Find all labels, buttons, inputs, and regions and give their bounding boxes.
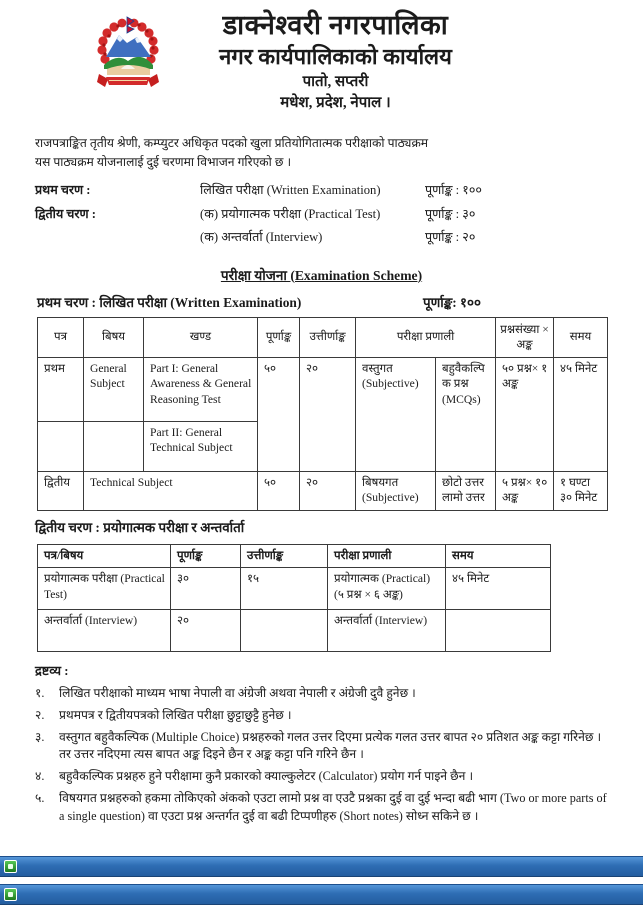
full-marks-cell: ५० xyxy=(258,471,300,510)
system-format-cell: छोटो उत्तर लामो उत्तर xyxy=(436,471,496,510)
stage1-total-marks: पूर्णाङ्क: १०० xyxy=(423,294,481,310)
note-text: लिखित परीक्षाको माध्यम भाषा नेपाली वा अंग्रेजी अथवा नेपाली र अंग्रेजी दुवै हुनेछ । xyxy=(59,685,416,700)
stage-label xyxy=(35,226,200,250)
col-time: समय xyxy=(554,317,608,357)
note-number: ४. xyxy=(35,769,45,783)
minimized-window-bar-1[interactable] xyxy=(0,856,643,877)
stage1-heading: प्रथम चरण : लिखित परीक्षा (Written Examination) xyxy=(37,294,302,310)
full-marks-cell: ३० xyxy=(171,568,241,610)
time-cell xyxy=(446,610,551,652)
note-item-4 xyxy=(35,768,613,786)
address-line2: मधेश, प्रदेश, नेपाल । xyxy=(280,95,391,111)
col-pass-marks: उत्तीर्णाङ्क xyxy=(300,317,356,357)
notes-section xyxy=(35,662,613,825)
green-app-icon xyxy=(4,888,17,901)
subject-cell-empty xyxy=(84,421,144,471)
system-type-cell: बिषयगत (Subjective) xyxy=(356,471,436,510)
subject-cell: Technical Subject xyxy=(84,471,258,510)
stage-row-interview xyxy=(35,226,610,250)
col-exam-system: परीक्षा प्रणाली xyxy=(356,317,496,357)
pass-marks-cell: १५ xyxy=(241,568,328,610)
written-exam-table xyxy=(37,317,608,511)
stage-row-first xyxy=(35,179,610,203)
pass-marks-cell xyxy=(241,610,328,652)
col-paper: पत्र xyxy=(38,317,84,357)
full-marks-cell: ५० xyxy=(258,357,300,471)
note-text: प्रथमपत्र र द्वितीयपत्रको लिखित परीक्षा छुट्टाछुट्टै हुनेछ । xyxy=(59,707,292,722)
col-section: खण्ड xyxy=(144,317,258,357)
time-cell: ४५ मिनेट xyxy=(554,357,608,471)
paper-cell: द्वितीय xyxy=(38,471,84,510)
nepal-emblem-graphic xyxy=(93,13,163,93)
stage-desc: (क) अन्तर्वार्ता (Interview) xyxy=(200,230,323,244)
green-app-icon xyxy=(4,860,17,873)
note-item-5 xyxy=(35,790,613,825)
minimized-window-bar-2[interactable] xyxy=(0,884,643,905)
col-full-marks: पूर्णाङ्क xyxy=(171,544,241,568)
paper-cell-empty xyxy=(38,421,84,471)
paper-cell: प्रथम xyxy=(38,357,84,421)
stage-marks: पूर्णाङ्क : २० xyxy=(425,230,476,244)
stage-label: द्वितीय चरण : xyxy=(35,206,96,221)
stage2-heading: द्वितीय चरण : प्रयोगात्मक परीक्षा र अन्तर्वार्ता xyxy=(35,519,245,535)
col-time: समय xyxy=(446,544,551,568)
stage-summary xyxy=(35,179,610,250)
table-header-row xyxy=(38,317,608,357)
paper-cell: प्रयोगात्मक परीक्षा (Practical Test) xyxy=(38,568,171,610)
stage-desc: लिखित परीक्षा (Written Examination) xyxy=(200,183,381,197)
col-full-marks: पूर्णाङ्क xyxy=(258,317,300,357)
pass-marks-cell: २० xyxy=(300,357,356,471)
note-number: १. xyxy=(35,685,45,700)
section-part1-cell: Part I: General Awareness & General Reasoning Test xyxy=(144,357,258,421)
notes-heading: द्रष्टव्य : xyxy=(35,664,69,678)
intro-section xyxy=(35,134,610,250)
col-pass-marks: उत्तीर्णाङ्क xyxy=(241,544,328,568)
section-part2-cell: Part II: General Technical Subject xyxy=(144,421,258,471)
system-cell: अन्तर्वार्ता (Interview) xyxy=(328,610,446,652)
note-item-3 xyxy=(35,729,613,764)
stage-marks: पूर्णाङ्क : १०० xyxy=(425,183,482,197)
note-text: वस्तुगत बहुवैकल्पिक (Multiple Choice) प्रश्नहरुको गलत उत्तर दिएमा प्रत्येक गलत उत्तर बापत २० प्रतिशत अङ्क कट्टा गरिनेछ । तर उत्तर नदिएमा त्यस बापत अङ्क दिइने छैन र अङ्क कट्टा पनि गरिने छैन । xyxy=(59,729,602,761)
note-number: ५. xyxy=(35,791,45,805)
questions-marks-cell: ५ प्रश्न× १० अङ्क xyxy=(496,471,554,510)
table-row xyxy=(38,610,551,652)
org-name: डाक्नेश्वरी नगरपालिका xyxy=(222,10,449,40)
stage-marks: पूर्णाङ्क : ३० xyxy=(425,206,476,221)
note-number: ३. xyxy=(35,729,45,744)
stage1-heading-row xyxy=(37,293,610,311)
system-type-cell: वस्तुगत (Subjective) xyxy=(356,357,436,471)
intro-line2: यस पाठ्यक्रम योजनालाई दुई चरणमा विभाजन गरिएको छ । xyxy=(35,155,292,169)
system-cell: प्रयोगात्मक (Practical) (५ प्रश्न × ६ अङ्क) xyxy=(328,568,446,610)
time-cell: १ घण्टा ३० मिनेट xyxy=(554,471,608,510)
table-header-row xyxy=(38,544,551,568)
scheme-title: परीक्षा योजना (Examination Scheme) xyxy=(220,267,423,283)
subject-cell: General Subject xyxy=(84,357,144,421)
address-line1: पातो, सप्तरी xyxy=(302,74,369,90)
col-paper-subject: पत्र/बिषय xyxy=(38,544,171,568)
col-questions-marks: प्रश्नसंख्या × अङ्क xyxy=(496,317,554,357)
intro-line1: राजपत्राङ्कित तृतीय श्रेणी, कम्प्युटर अधिकृत पदको खुला प्रतियोगितात्मक परीक्षाको पाठ्यक्रम xyxy=(35,136,429,150)
document-header xyxy=(0,0,643,120)
note-item-1 xyxy=(35,685,613,703)
office-name: नगर कार्यपालिकाको कार्यालय xyxy=(219,44,452,69)
col-exam-system: परीक्षा प्रणाली xyxy=(328,544,446,568)
full-marks-cell: २० xyxy=(171,610,241,652)
note-number: २. xyxy=(35,707,45,722)
col-subject: बिषय xyxy=(84,317,144,357)
questions-marks-cell: ५० प्रश्न× १ अङ्क xyxy=(496,357,554,471)
note-text: बहुवैकल्पिक प्रश्नहरु हुने परीक्षामा कुनै प्रकारको क्याल्कुलेटर (Calculator) प्रयोग गर्न पाइने छैन । xyxy=(59,769,474,783)
practical-interview-table xyxy=(37,544,551,653)
table-row xyxy=(38,568,551,610)
note-text: विषयगत प्रश्नहरुको हकमा तोकिएको अंकको एउटा लामो प्रश्न वा एउटै प्रश्नका दुई वा दुई भन्दा बढी भाग (Two or more parts of a single question) वा एउटा प्रश्न अन्तर्गत दुई वा बढी टिप्पणीहरु (Short notes) सोध्न सकिने छ । xyxy=(59,791,607,823)
pass-marks-cell: २० xyxy=(300,471,356,510)
stage-row-second xyxy=(35,203,610,227)
paper-cell: अन्तर्वार्ता (Interview) xyxy=(38,610,171,652)
note-item-2 xyxy=(35,707,613,725)
system-format-cell: बहुवैकल्पिक प्रश्न (MCQs) xyxy=(436,357,496,471)
stage-label: प्रथम चरण : xyxy=(35,183,91,197)
table-row xyxy=(38,471,608,510)
table-row xyxy=(38,357,608,421)
stage-desc: (क) प्रयोगात्मक परीक्षा (Practical Test) xyxy=(200,206,381,221)
time-cell: ४५ मिनेट xyxy=(446,568,551,610)
nepal-emblem-logo xyxy=(93,13,163,93)
